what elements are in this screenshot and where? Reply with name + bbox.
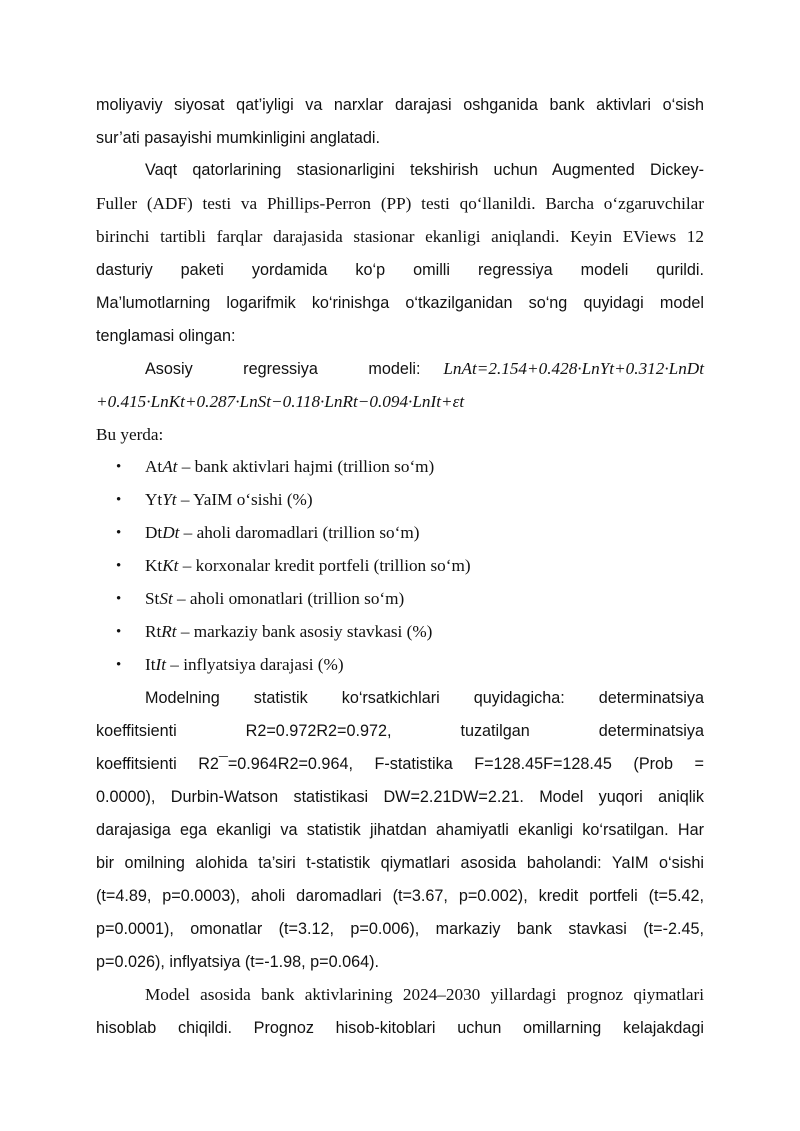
bullet-icon: • [116, 624, 122, 640]
paragraph-2-line-1: Vaqt qatorlarining stasionarligini tekshirish uchun Augmented Dickey- [145, 161, 704, 179]
variable-symbol-italic: Dt [162, 523, 180, 542]
paragraph-1-line-2: sur’ati pasayishi mumkinligini anglatadi. [96, 129, 381, 147]
variable-description: – korxonalar kredit portfeli (trillion so‘m) [178, 556, 471, 575]
bullet-icon: • [116, 459, 122, 475]
variable-description: – aholi daromadlari (trillion so‘m) [179, 523, 420, 542]
model-equation-part-2: +0.415·LnKt+0.287·LnSt−0.118·LnRt−0.094·LnIt+εt [96, 392, 465, 411]
model-equation-part-1: LnAt=2.154+0.428·LnYt+0.312·LnDt [443, 359, 704, 378]
variable-description: – inflyatsiya darajasi (%) [166, 655, 344, 674]
paragraph-3-line-2: koeffitsienti R2=0.972R2=0.972, tuzatilgan determinatsiya [96, 722, 704, 740]
paragraph-2-line-6: tenglamasi olingan: [96, 327, 236, 345]
paragraph-3-line-4: 0.0000), Durbin-Watson statistikasi DW=2.21DW=2.21. Model yuqori aniqlik [96, 788, 704, 806]
paragraph-3-line-1: Modelning statistik ko‘rsatkichlari quyidagicha: determinatsiya [145, 689, 704, 707]
variable-description: – YaIM o‘sishi (%) [176, 490, 313, 509]
variable-symbol: At [145, 457, 163, 476]
variable-description: – aholi omonatlari (trillion so‘m) [172, 589, 405, 608]
paragraph-3-line-6: bir omilning alohida ta’siri t-statistik qiymatlari asosida baholandi: YaIM o‘sishi [96, 854, 704, 872]
variable-symbol: Rt [145, 622, 162, 641]
variable-symbol-italic: Rt [161, 622, 177, 641]
paragraph-2-line-2: Fuller (ADF) testi va Phillips-Perron (PP) testi qo‘llanildi. Barcha o‘zgaruvchilar [96, 194, 704, 213]
variable-symbol-italic: It [155, 655, 166, 674]
model-label: Asosiy regressiya modeli: [145, 360, 421, 378]
paragraph-3-line-7: (t=4.89, p=0.0003), aholi daromadlari (t=3.67, p=0.002), kredit portfeli (t=5.42, [96, 887, 704, 905]
paragraph-4-line-2: hisoblab chiqildi. Prognoz hisob-kitoblari uchun omillarning kelajakdagi [96, 1019, 704, 1037]
variable-symbol-italic: Yt [162, 490, 177, 509]
bullet-icon: • [116, 657, 122, 673]
variable-symbol: It [145, 655, 156, 674]
bullet-icon: • [116, 558, 122, 574]
bullet-icon: • [116, 525, 122, 541]
paragraph-3-line-5: darajasiga ega ekanligi va statistik jihatdan ahamiyatli ekanligi ko‘rsatilgan. Har [96, 821, 704, 839]
paragraph-3-line-3: koeffitsienti R2¯=0.964R2=0.964, F-statistika F=128.45F=128.45 (Prob = [96, 755, 704, 773]
paragraph-1-line-1: moliyaviy siyosat qat’iyligi va narxlar darajasi oshganida bank aktivlari o‘sish [96, 96, 704, 114]
variable-symbol-italic: At [162, 457, 178, 476]
variable-symbol: Yt [145, 490, 163, 509]
variable-description: – bank aktivlari hajmi (trillion so‘m) [177, 457, 435, 476]
model-equation-line-2 [96, 392, 704, 412]
bullet-icon: • [116, 591, 122, 607]
paragraph-3-line-9: p=0.026), inflyatsiya (t=-1.98, p=0.064). [96, 953, 380, 971]
paragraph-2-line-4: dasturiy paketi yordamida ko‘p omilli regressiya modeli qurildi. [96, 261, 704, 279]
where-label: Bu yerda: [96, 425, 164, 444]
variable-symbol: St [145, 589, 160, 608]
bullet-icon: • [116, 492, 122, 508]
variable-symbol-italic: St [159, 589, 173, 608]
model-equation-line-1 [145, 359, 704, 379]
variable-symbol-italic: Kt [162, 556, 179, 575]
variable-symbol: Dt [145, 523, 163, 542]
paragraph-4-line-1: Model asosida bank aktivlarining 2024–2030 yillardagi prognoz qiymatlari [145, 985, 704, 1004]
variable-description: – markaziy bank asosiy stavkasi (%) [176, 622, 433, 641]
paragraph-2-line-3: birinchi tartibli farqlar darajasida stasionar ekanligi aniqlandi. Keyin EViews 12 [96, 227, 704, 246]
paragraph-3-line-8: p=0.0001), omonatlar (t=3.12, p=0.006), markaziy bank stavkasi (t=-2.45, [96, 920, 704, 938]
paragraph-2-line-5: Ma’lumotlarning logarifmik ko‘rinishga o‘tkazilganidan so‘ng quyidagi model [96, 294, 704, 312]
variable-symbol: Kt [145, 556, 163, 575]
